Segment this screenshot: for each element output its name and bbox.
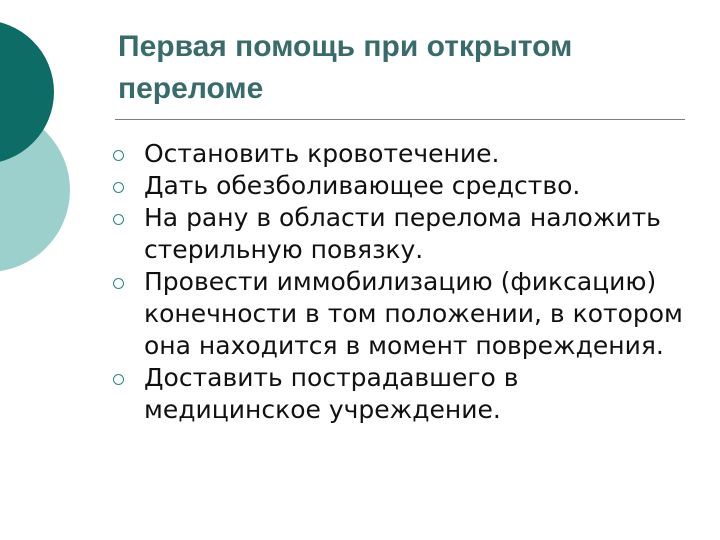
bullet-item-5: [113, 362, 698, 426]
bullet-item-3: [113, 202, 698, 266]
hollow-circle-bullet-icon: [113, 214, 124, 225]
hollow-circle-bullet-icon: [113, 374, 124, 385]
bullet-text: Провести иммобилизацию (фиксацию) конечности в том положении, в котором она находится в момент повреждения.: [144, 267, 683, 360]
bullet-list: [113, 138, 698, 426]
bullet-text: Дать обезболивающее средство.: [144, 171, 581, 200]
title-divider: [115, 119, 685, 120]
hollow-circle-bullet-icon: [113, 278, 124, 289]
bullet-text: Остановить кровотечение.: [144, 139, 500, 168]
bullet-item-1: [113, 138, 698, 170]
slide-title: Первая помощь при открытом переломе: [118, 30, 573, 105]
bullet-item-4: [113, 266, 698, 362]
bullet-item-2: [113, 170, 698, 202]
hollow-circle-bullet-icon: [113, 182, 124, 193]
decorative-circles: [0, 0, 110, 300]
hollow-circle-bullet-icon: [113, 150, 124, 161]
bullet-text: На рану в области перелома наложить стерильную повязку.: [144, 203, 661, 264]
bullet-text: Доставить пострадавшего в медицинское учреждение.: [144, 363, 519, 424]
